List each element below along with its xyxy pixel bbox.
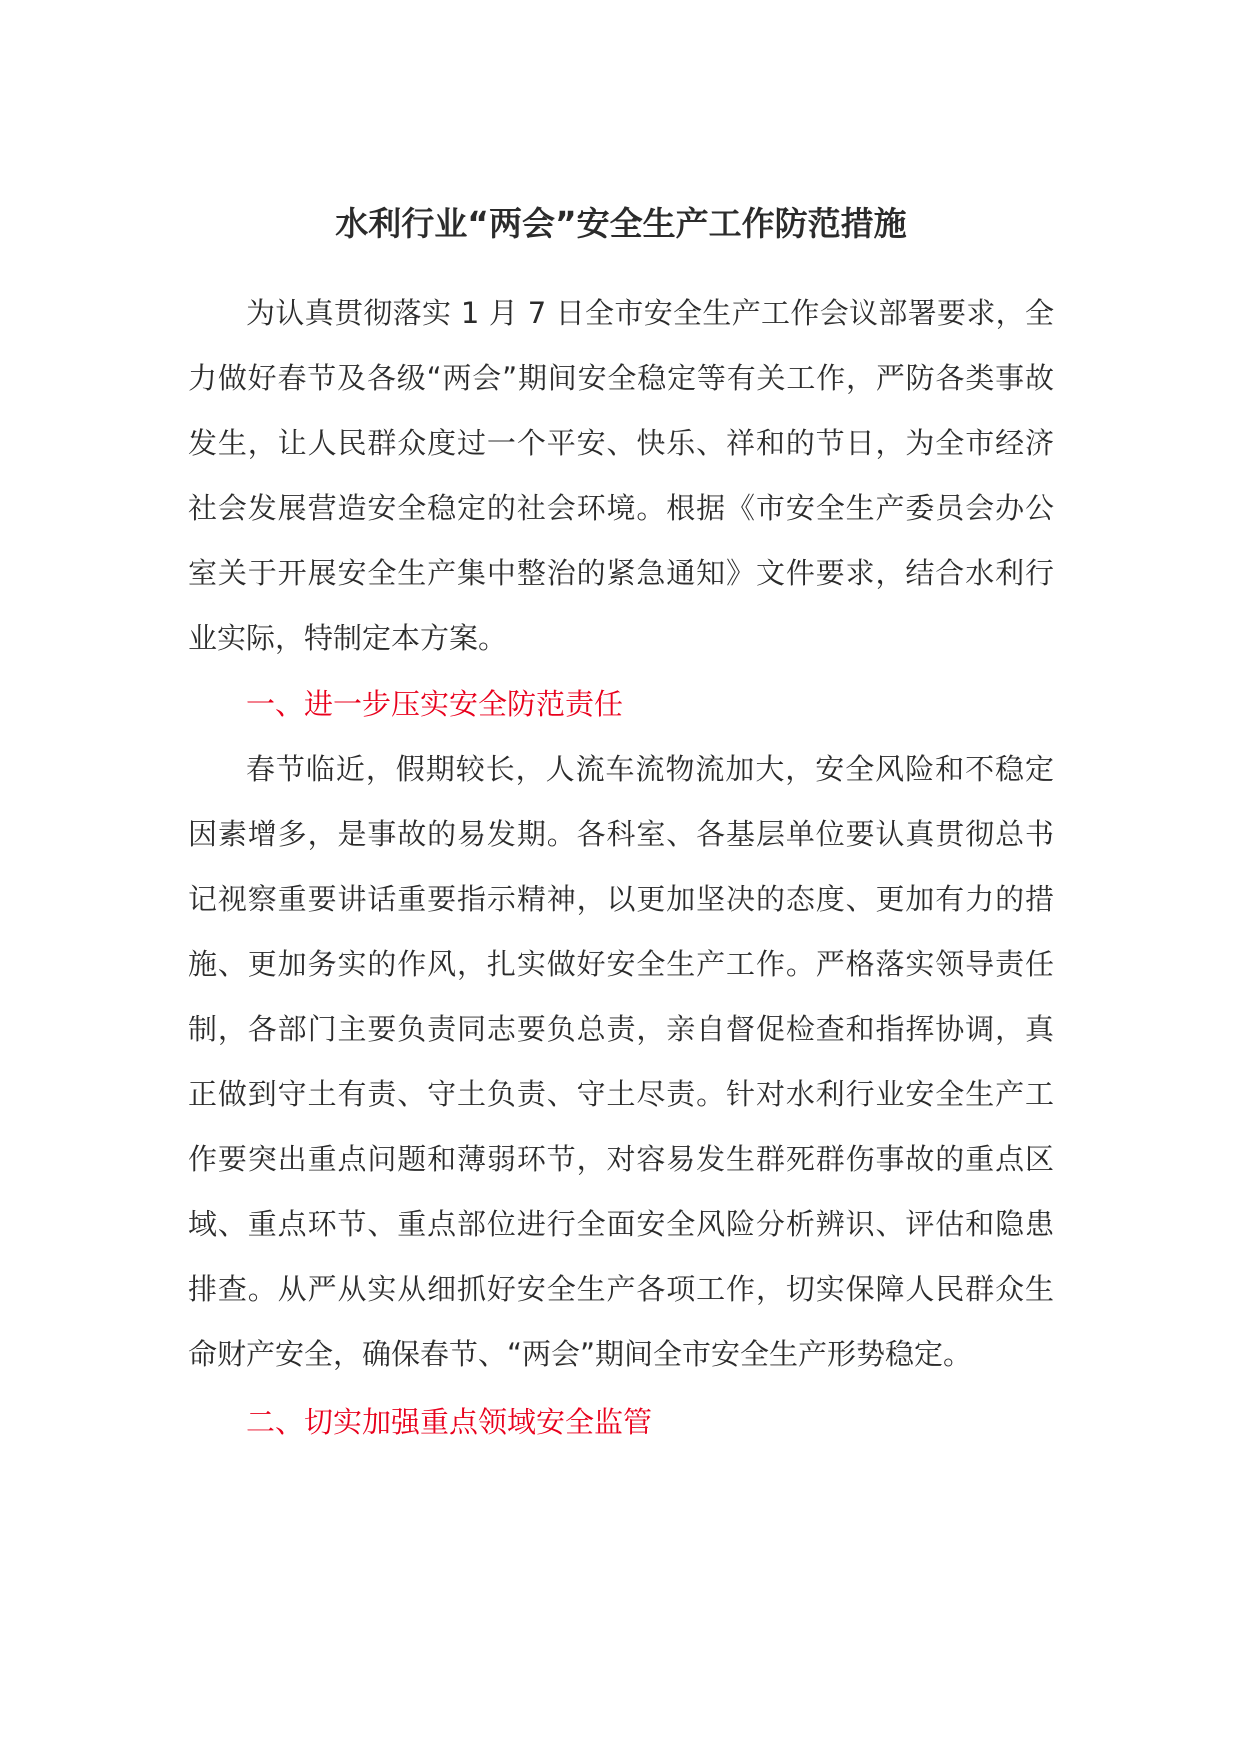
paragraph-intro: 为认真贯彻落实 1 月 7 日全市安全生产工作会议部署要求，全力做好春节及各级“两会”期间安全稳定等有关工作，严防各类事故发生，让人民群众度过一个平安、快乐、祥和的节日，为全市经济社会发展营造安全稳定的社会环境。根据《市安全生产委员会办公室关于开展安全生产集中整治的紧急通知》文件要求，结合水利行业实际，特制定本方案。 — [188, 296, 1054, 655]
paragraph-section-1: 春节临近，假期较长，人流车流物流加大，安全风险和不稳定因素增多，是事故的易发期。各科室、各基层单位要认真贯彻总书记视察重要讲话重要指示精神，以更加坚决的态度、更加有力的措施、更加务实的作风，扎实做好安全生产工作。严格落实领导责任制，各部门主要负责同志要负总责，亲自督促检查和指挥协调，真正做到守土有责、守土负责、守土尽责。针对水利行业安全生产工作要突出重点问题和薄弱环节，对容易发生群死群伤事故的重点区域、重点环节、重点部位进行全面安全风险分析辨识、评估和隐患排查。从严从实从细抓好安全生产各项工作，切实保障人民群众生命财产安全，确保春节、“两会”期间全市安全生产形势稳定。 — [188, 752, 1054, 1371]
section-heading-1: 一、进一步压实安全防范责任 — [246, 687, 624, 721]
document-title: 水利行业“两会”安全生产工作防范措施 — [335, 204, 907, 243]
section-heading-2: 二、切实加强重点领域安全监管 — [246, 1405, 653, 1439]
